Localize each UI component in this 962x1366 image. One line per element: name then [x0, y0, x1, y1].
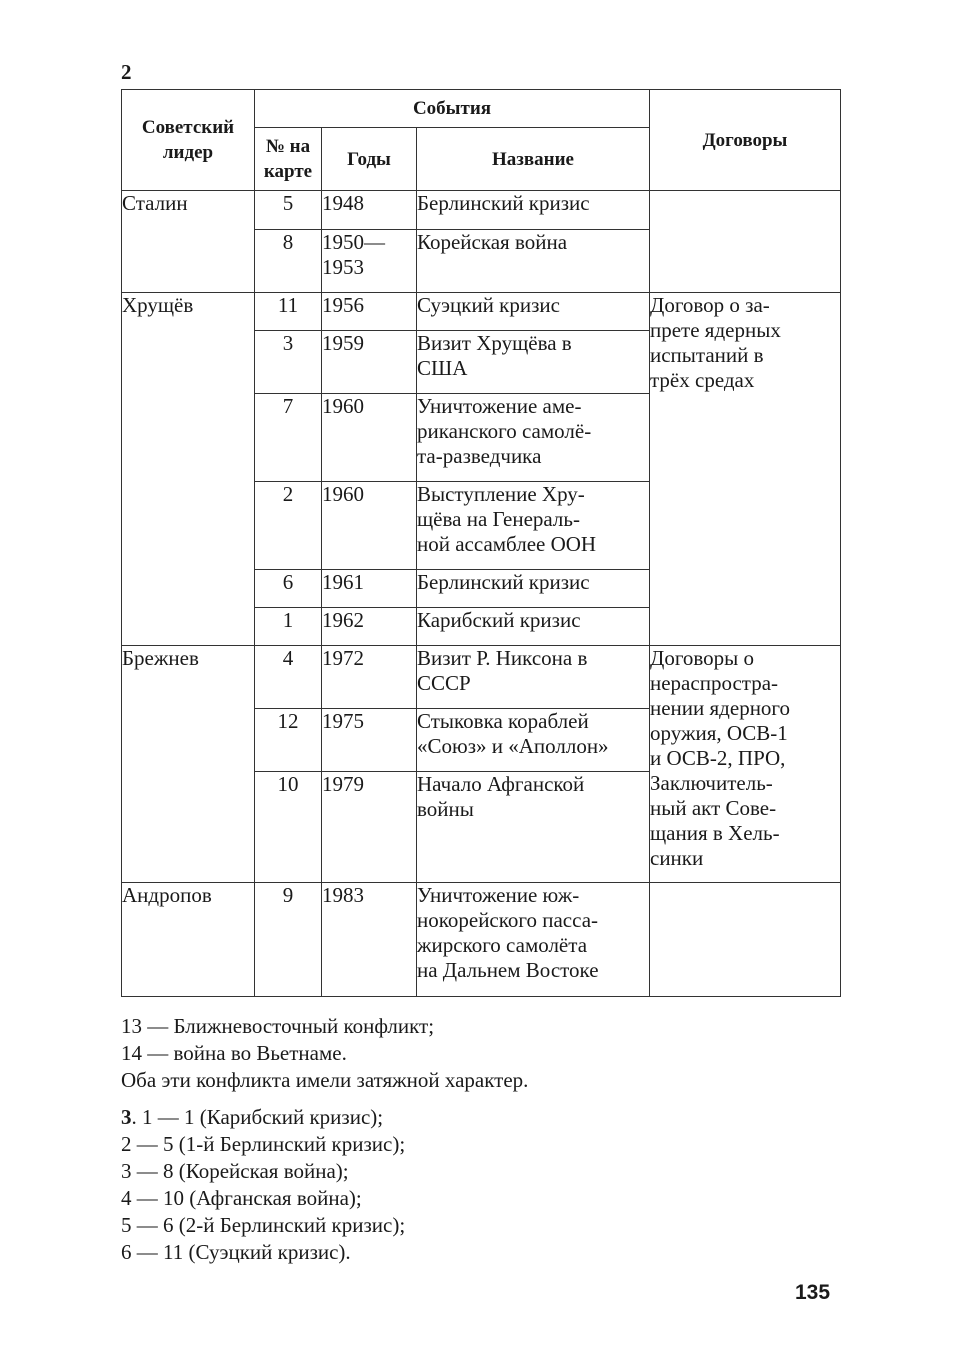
table-row: [122, 293, 841, 331]
year-cell: 1961: [322, 570, 417, 608]
year-cell: 1948: [322, 191, 417, 230]
task-number: 3: [121, 1105, 132, 1129]
table-row: [122, 883, 841, 997]
leader-cell: Сталин: [122, 191, 255, 293]
treaty-cell: [650, 883, 841, 997]
answer-line: 4 — 10 (Афганская война);: [121, 1186, 362, 1210]
answers-block: [121, 1104, 405, 1266]
answer-line: [121, 1104, 405, 1131]
header-map-number: № на карте: [255, 128, 322, 191]
map-number-cell: 6: [255, 570, 322, 608]
notes-block: [121, 1013, 528, 1094]
header-leader: Советский лидер: [122, 90, 255, 191]
header-events: События: [255, 90, 650, 128]
event-name-cell: Берлинский кризис: [417, 191, 650, 230]
answer-line: 3 — 8 (Корейская война);: [121, 1159, 349, 1183]
header-treaties: Договоры: [650, 90, 841, 191]
note-line: 13 — Ближневосточный конфликт;: [121, 1014, 435, 1038]
year-cell: 1959: [322, 331, 417, 394]
year-cell: 1972: [322, 646, 417, 709]
year-cell: 1983: [322, 883, 417, 997]
note-line: 14 — война во Вьетнаме.: [121, 1041, 347, 1065]
event-name-cell: Корейская война: [417, 230, 650, 293]
answer-line: 5 — 6 (2-й Берлинский кризис);: [121, 1213, 406, 1237]
map-number-cell: 2: [255, 482, 322, 570]
event-name-cell: Выступление Хру- щёва на Генераль- ной ассамблее ООН: [417, 482, 650, 570]
event-name-cell: Берлинский кризис: [417, 570, 650, 608]
events-table: [121, 89, 841, 997]
treaty-cell: Договоры о нераспростра- нении ядерного оружия, ОСВ-1 и ОСВ-2, ПРО, Заключитель- ный акт Сове- щания в Хель- синки: [650, 646, 841, 883]
event-name-cell: Начало Афганской войны: [417, 772, 650, 883]
header-name: Название: [417, 128, 650, 191]
map-number-cell: 12: [255, 709, 322, 772]
event-name-cell: Визит Р. Никсона в СССР: [417, 646, 650, 709]
map-number-cell: 8: [255, 230, 322, 293]
page-number: 135: [795, 1281, 831, 1304]
answer-line: 6 — 11 (Суэцкий кризис).: [121, 1240, 351, 1264]
leader-cell: Брежнев: [122, 646, 255, 883]
year-cell: 1962: [322, 608, 417, 646]
map-number-cell: 10: [255, 772, 322, 883]
year-cell: 1960: [322, 394, 417, 482]
header-years: Годы: [322, 128, 417, 191]
table-row: [122, 646, 841, 709]
event-name-cell: Уничтожение юж- нокорейского пасса- жирского самолёта на Дальнем Востоке: [417, 883, 650, 997]
event-name-cell: Визит Хрущёва в США: [417, 331, 650, 394]
year-cell: 1960: [322, 482, 417, 570]
treaty-cell: [650, 191, 841, 293]
leader-cell: Хрущёв: [122, 293, 255, 646]
year-cell: 1979: [322, 772, 417, 883]
note-line: Оба эти конфликта имели затяжной характер.: [121, 1068, 529, 1092]
map-number-cell: 7: [255, 394, 322, 482]
answer-line: 2 — 5 (1-й Берлинский кризис);: [121, 1132, 406, 1156]
table-row: [122, 191, 841, 230]
event-name-cell: Суэцкий кризис: [417, 293, 650, 331]
map-number-cell: 1: [255, 608, 322, 646]
map-number-cell: 11: [255, 293, 322, 331]
year-cell: 1950— 1953: [322, 230, 417, 293]
year-cell: 1956: [322, 293, 417, 331]
map-number-cell: 4: [255, 646, 322, 709]
treaty-cell: Договор о за- прете ядерных испытаний в трёх средах: [650, 293, 841, 646]
leader-cell: Андропов: [122, 883, 255, 997]
year-cell: 1975: [322, 709, 417, 772]
event-name-cell: Карибский кризис: [417, 608, 650, 646]
event-name-cell: Стыковка кораблей «Союз» и «Аполлон»: [417, 709, 650, 772]
answer-first: . 1 — 1 (Карибский кризис);: [131, 1105, 384, 1129]
map-number-cell: 5: [255, 191, 322, 230]
map-number-cell: 9: [255, 883, 322, 997]
map-number-cell: 3: [255, 331, 322, 394]
event-name-cell: Уничтожение аме- риканского самолё- та-разведчика: [417, 394, 650, 482]
section-number: 2: [121, 60, 132, 84]
